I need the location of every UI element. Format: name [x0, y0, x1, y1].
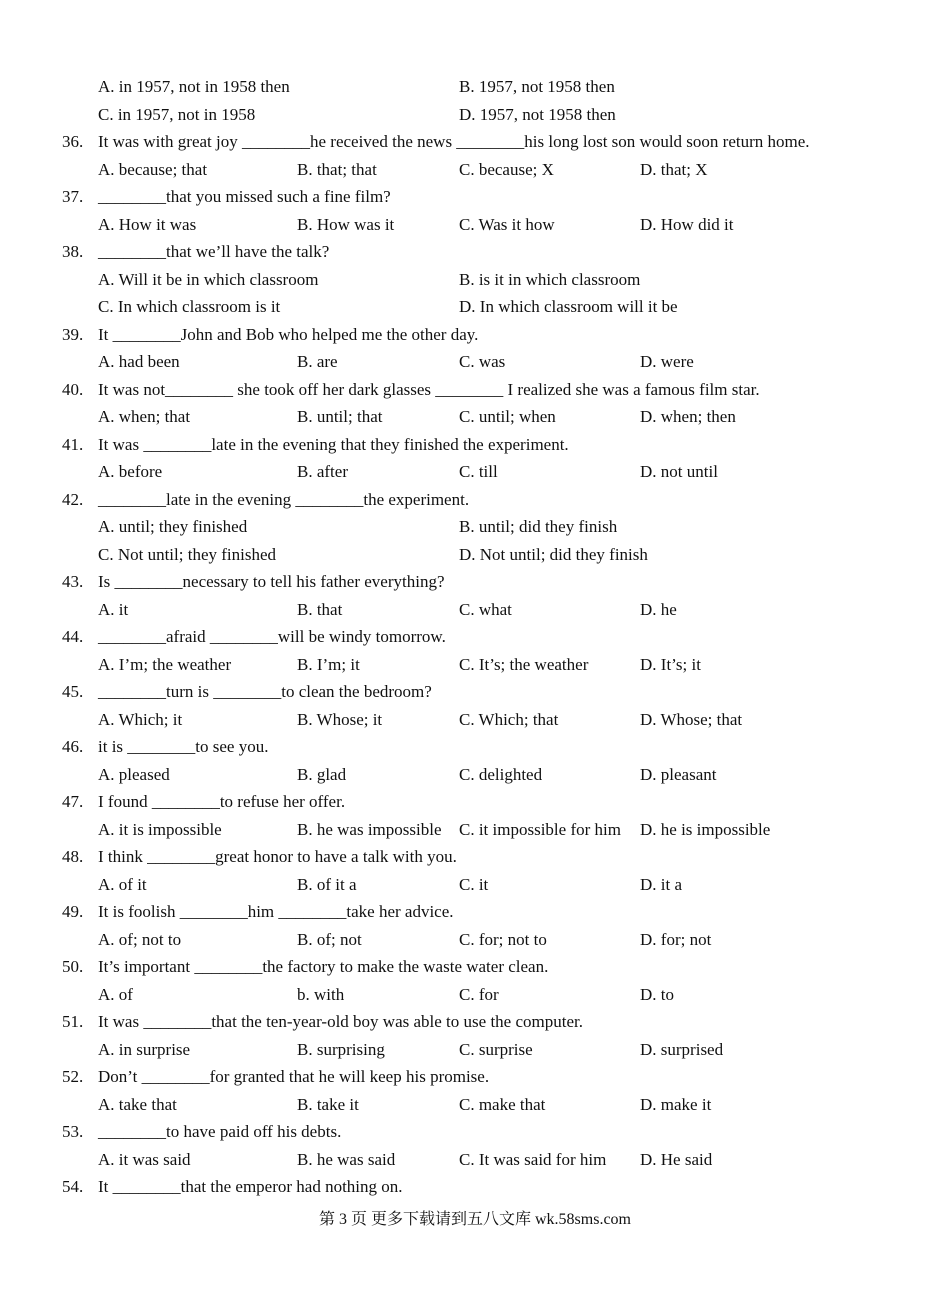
answer-option: C. Not until; they finished: [98, 544, 277, 564]
answer-option: C. because; X: [459, 159, 554, 179]
answer-option: D. that; X: [640, 159, 708, 179]
question-text: It was ________late in the evening that they finished the experiment.: [98, 434, 569, 454]
answer-option: C. was: [459, 352, 506, 371]
question-text: ________afraid ________will be windy tomorrow.: [98, 627, 446, 646]
question-text: It’s important ________the factory to make the waste water clean.: [98, 957, 549, 976]
question-text: I think ________great honor to have a talk with you.: [98, 847, 457, 866]
page-footer: 第 3 页 更多下载请到五八文库 wk.58sms.com: [318, 1211, 631, 1228]
answer-option: D. How did it: [640, 214, 734, 234]
option-row: [0, 101, 950, 129]
answer-option: A. How it was: [98, 214, 197, 234]
answer-option: D. for; not: [640, 929, 712, 949]
question-text: It was not________ she took off her dark glasses ________ I realized she was a famous film star.: [98, 379, 760, 399]
question-text: Don’t ________for granted that he will keep his promise.: [98, 1067, 490, 1086]
answer-option: D. he: [640, 599, 677, 619]
option-row: [0, 926, 950, 954]
answer-option: B. surprising: [297, 1039, 385, 1059]
question-row: [0, 1118, 950, 1146]
option-row: [0, 266, 950, 294]
question-row: [0, 568, 950, 596]
answer-option: A. of it: [98, 874, 147, 894]
answer-option: B. are: [297, 352, 338, 371]
question-number: 46.: [62, 737, 84, 756]
answer-option: A. take that: [98, 1094, 177, 1114]
question-number: 49.: [62, 902, 84, 921]
answer-option: B. until; did they finish: [459, 517, 618, 536]
option-row: [0, 761, 950, 789]
answer-option: B. is it in which classroom: [459, 269, 641, 289]
question-text: it is ________to see you.: [98, 737, 269, 756]
question-number: 36.: [62, 132, 84, 151]
answer-option: D. Not until; did they finish: [459, 544, 648, 564]
answer-option: D. 1957, not 1958 then: [459, 104, 616, 124]
question-row: [0, 376, 950, 404]
answer-option: C. Which; that: [459, 709, 559, 729]
answer-option: B. 1957, not 1958 then: [459, 77, 615, 96]
answer-option: A. when; that: [98, 407, 191, 426]
answer-option: C. delighted: [459, 764, 543, 784]
answer-option: B. that; that: [297, 159, 377, 179]
question-row: [0, 678, 950, 706]
question-row: [0, 733, 950, 761]
option-row: [0, 458, 950, 486]
answer-option: A. pleased: [98, 764, 170, 784]
question-number: 50.: [62, 957, 84, 976]
answer-option: C. In which classroom is it: [98, 297, 281, 316]
question-text: It was ________that the ten-year-old boy was able to use the computer.: [98, 1012, 583, 1031]
answer-option: B. Whose; it: [297, 709, 383, 729]
question-text: ________turn is ________to clean the bedroom?: [98, 682, 432, 701]
answer-option: A. in surprise: [98, 1039, 191, 1059]
answer-option: D. pleasant: [640, 764, 717, 784]
question-number: 53.: [62, 1122, 84, 1141]
answer-option: D. were: [640, 352, 694, 371]
question-number: 43.: [62, 572, 84, 591]
answer-option: A. of; not to: [98, 929, 182, 949]
answer-option: B. How was it: [297, 214, 395, 234]
answer-option: C. it impossible for him: [459, 819, 621, 839]
question-row: [0, 486, 950, 514]
answer-option: B. I’m; it: [297, 654, 360, 674]
option-row: [0, 1036, 950, 1064]
question-number: 42.: [62, 489, 84, 509]
option-row: [0, 596, 950, 624]
question-text: It is foolish ________him ________take her advice.: [98, 902, 454, 921]
answer-option: C. for; not to: [459, 929, 547, 949]
option-row: [0, 651, 950, 679]
answer-option: C. for: [459, 984, 499, 1004]
question-number: 41.: [62, 434, 84, 454]
option-row: [0, 513, 950, 541]
answer-option: B. after: [297, 462, 348, 481]
answer-option: B. that: [297, 599, 343, 619]
answer-option: A. I’m; the weather: [98, 654, 232, 674]
question-text: ________that you missed such a fine film?: [98, 187, 391, 206]
question-text: It ________John and Bob who helped me the other day.: [98, 324, 479, 344]
question-number: 45.: [62, 682, 84, 701]
question-text: ________to have paid off his debts.: [98, 1122, 342, 1141]
question-number: 44.: [62, 627, 84, 646]
question-number: 39.: [62, 324, 84, 344]
question-row: [0, 898, 950, 926]
question-text: It ________that the emperor had nothing on.: [98, 1177, 403, 1196]
answer-option: B. of; not: [297, 929, 362, 949]
answer-option: A. it was said: [98, 1149, 191, 1169]
answer-option: C. until; when: [459, 407, 556, 426]
option-row: [0, 816, 950, 844]
question-number: 52.: [62, 1067, 84, 1086]
answer-option: B. take it: [297, 1094, 359, 1114]
question-number: 38.: [62, 242, 84, 261]
question-row: [0, 843, 950, 871]
answer-option: A. in 1957, not in 1958 then: [98, 77, 290, 96]
answer-option: C. It’s; the weather: [459, 654, 589, 674]
question-number: 51.: [62, 1012, 84, 1031]
option-row: [0, 706, 950, 734]
answer-option: A. it is impossible: [98, 819, 222, 839]
answer-option: D. make it: [640, 1094, 712, 1114]
question-number: 47.: [62, 792, 84, 811]
question-row: [0, 128, 950, 156]
answer-option: D. to: [640, 984, 674, 1004]
answer-option: C. in 1957, not in 1958: [98, 104, 256, 124]
answer-option: D. surprised: [640, 1039, 724, 1059]
option-row: [0, 981, 950, 1009]
answer-option: C. It was said for him: [459, 1149, 607, 1169]
question-row: [0, 623, 950, 651]
answer-option: A. had been: [98, 352, 180, 371]
question-row: [0, 321, 950, 349]
question-number: 40.: [62, 379, 84, 399]
answer-option: C. till: [459, 462, 498, 481]
answer-option: D. In which classroom will it be: [459, 297, 678, 316]
answer-option: A. Will it be in which classroom: [98, 269, 319, 289]
option-row: [0, 1091, 950, 1119]
answer-option: B. he was said: [297, 1149, 396, 1169]
option-row: [0, 73, 950, 101]
answer-option: B. he was impossible: [297, 819, 442, 839]
answer-option: D. It’s; it: [640, 654, 701, 674]
option-row: [0, 293, 950, 321]
question-text: Is ________necessary to tell his father everything?: [98, 572, 445, 591]
option-row: [0, 156, 950, 184]
question-row: [0, 1173, 950, 1201]
answer-option: C. what: [459, 599, 512, 619]
option-row: [0, 403, 950, 431]
answer-option: D. he is impossible: [640, 819, 771, 839]
option-row: [0, 348, 950, 376]
question-number: 37.: [62, 187, 84, 206]
question-text: ________late in the evening ________the experiment.: [98, 489, 470, 509]
question-text: I found ________to refuse her offer.: [98, 792, 346, 811]
question-row: [0, 183, 950, 211]
answer-option: A. until; they finished: [98, 517, 248, 536]
answer-option: C. it: [459, 874, 489, 894]
answer-option: D. He said: [640, 1149, 713, 1169]
option-row: [0, 871, 950, 899]
answer-option: C. Was it how: [459, 214, 555, 234]
answer-option: C. surprise: [459, 1039, 533, 1059]
answer-option: D. when; then: [640, 407, 736, 426]
answer-option: A. because; that: [98, 159, 208, 179]
option-row: [0, 211, 950, 239]
answer-option: B. glad: [297, 764, 347, 784]
answer-option: D. not until: [640, 462, 718, 481]
question-row: [0, 431, 950, 459]
question-row: [0, 238, 950, 266]
worksheet: [0, 73, 950, 1201]
answer-option: A. of: [98, 984, 133, 1004]
option-row: [0, 541, 950, 569]
question-row: [0, 1008, 950, 1036]
question-number: 48.: [62, 847, 84, 866]
answer-option: D. Whose; that: [640, 709, 743, 729]
question-row: [0, 1063, 950, 1091]
answer-option: A. it: [98, 599, 129, 619]
question-text: ________that we’ll have the talk?: [98, 242, 330, 261]
answer-option: b. with: [297, 984, 345, 1004]
question-text: It was with great joy ________he received the news ________his long lost son would soon return home.: [98, 132, 810, 151]
answer-option: C. make that: [459, 1094, 546, 1114]
option-row: [0, 1146, 950, 1174]
question-number: 54.: [62, 1177, 84, 1196]
answer-option: D. it a: [640, 874, 683, 894]
question-row: [0, 788, 950, 816]
question-row: [0, 953, 950, 981]
answer-option: B. of it a: [297, 874, 357, 894]
answer-option: A. Which; it: [98, 709, 183, 729]
answer-option: B. until; that: [297, 407, 383, 426]
answer-option: A. before: [98, 462, 163, 481]
